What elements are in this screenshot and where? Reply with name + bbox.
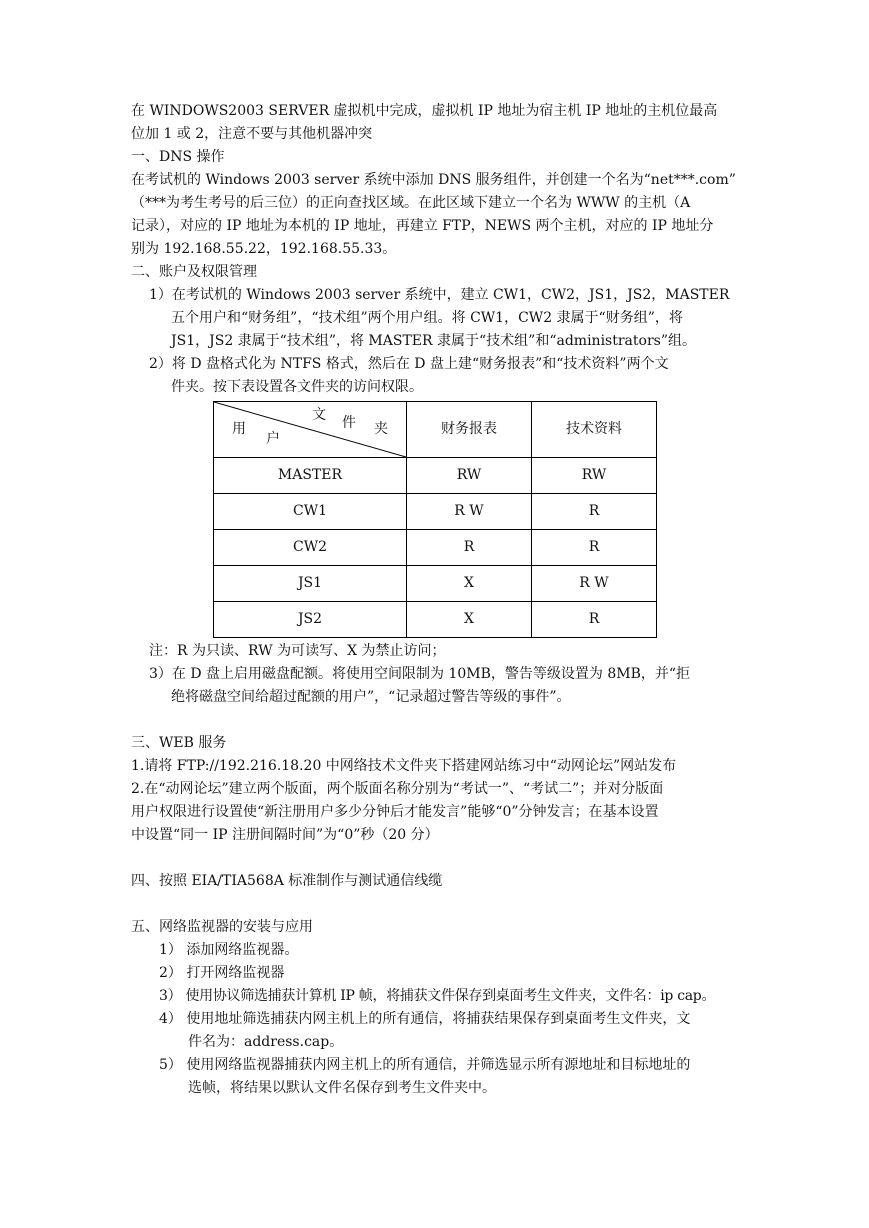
- intro-line-2: 位加 1 或 2，注意不要与其他机器冲突: [131, 126, 373, 142]
- table-row: [214, 494, 657, 530]
- row-finance-perm: X: [407, 602, 532, 638]
- column-header-finance: 财务报表: [407, 402, 532, 458]
- row-user: CW2: [214, 530, 407, 566]
- accounts-item2-line-1: 2）将 D 盘格式化为 NTFS 格式，然后在 D 盘上建“财务报表”和“技术资料”两个文: [149, 356, 669, 372]
- row-finance-perm: X: [407, 566, 532, 602]
- permission-note: 注：R 为只读、RW 为可读写、X 为禁止访问；: [149, 643, 446, 659]
- corner-label-jia: 夹: [374, 421, 388, 437]
- monitor-item-2: 2） 打开网络监视器: [159, 965, 285, 981]
- row-user: MASTER: [214, 458, 407, 494]
- table-row: [214, 566, 657, 602]
- section-monitor-title: 五、网络监视器的安装与应用: [131, 919, 313, 935]
- row-user: JS1: [214, 566, 407, 602]
- corner-label-jian: 件: [342, 415, 356, 431]
- accounts-item2-line-2: 件夹。按下表设置各文件夹的访问权限。: [171, 379, 423, 395]
- permission-table: [213, 401, 657, 638]
- dns-line-1: 在考试机的 Windows 2003 server 系统中添加 DNS 服务组件，并创建一个名为“net***.com”: [131, 172, 736, 188]
- corner-label-hu: 户: [266, 431, 280, 447]
- accounts-item1-line-1: 1）在考试机的 Windows 2003 server 系统中，建立 CW1，CW2，JS1，JS2，MASTER: [149, 287, 730, 303]
- section-dns-title: 一、DNS 操作: [131, 149, 225, 165]
- row-finance-perm: R W: [407, 494, 532, 530]
- row-tech-perm: R: [532, 494, 657, 530]
- monitor-item-5-line-2: 选帧，将结果以默认文件名保存到考生文件夹中。: [188, 1080, 496, 1096]
- accounts-item1-line-3: JS1，JS2 隶属于“技术组”，将 MASTER 隶属于“技术组”和“administrators”组。: [171, 333, 696, 349]
- monitor-item-4-line-2: 件名为：address.cap。: [188, 1034, 344, 1050]
- document-body: [131, 100, 739, 1100]
- table-header-row: [214, 402, 657, 458]
- section-cable-title: 四、按照 EIA/TIA568A 标准制作与测试通信线缆: [131, 873, 443, 889]
- dns-line-4: 别为 192.168.55.22，192.168.55.33。: [131, 241, 397, 257]
- row-tech-perm: R: [532, 530, 657, 566]
- table-row: [214, 458, 657, 494]
- row-finance-perm: R: [407, 530, 532, 566]
- table-corner-cell: [214, 402, 407, 458]
- column-header-tech: 技术资料: [532, 402, 657, 458]
- section-web-title: 三、WEB 服务: [131, 735, 227, 751]
- row-tech-perm: R: [532, 602, 657, 638]
- web-line-2: 2.在“动网论坛”建立两个版面，两个版面名称分别为“考试一”、“考试二”；并对分版面: [131, 781, 664, 797]
- accounts-item3-line-2: 绝将磁盘空间给超过配额的用户”，“记录超过警告等级的事件”。: [171, 689, 571, 705]
- web-line-4: 中设置“同一 IP 注册间隔时间”为“0”秒（20 分）: [131, 827, 439, 843]
- monitor-item-1: 1） 添加网络监视器。: [159, 942, 299, 958]
- accounts-item3-line-1: 3）在 D 盘上启用磁盘配额。将使用空间限制为 10MB，警告等级设置为 8MB，并“拒: [149, 666, 691, 682]
- row-tech-perm: RW: [532, 458, 657, 494]
- table-row: [214, 530, 657, 566]
- intro-line-1: 在 WINDOWS2003 SERVER 虚拟机中完成，虚拟机 IP 地址为宿主机 IP 地址的主机位最高: [131, 103, 718, 119]
- corner-label-wen: 文: [312, 407, 326, 423]
- table-row: [214, 602, 657, 638]
- monitor-item-3: 3） 使用协议筛选捕获计算机 IP 帧，将捕获文件保存到桌面考生文件夹，文件名：ip cap。: [159, 988, 716, 1004]
- monitor-item-5-line-1: 5） 使用网络监视器捕获内网主机上的所有通信，并筛选显示所有源地址和目标地址的: [159, 1057, 691, 1073]
- web-line-3: 用户权限进行设置使“新注册用户多少分钟后才能发言”能够“0”分钟发言；在基本设置: [131, 804, 659, 820]
- corner-label-yong: 用: [232, 421, 246, 437]
- row-tech-perm: R W: [532, 566, 657, 602]
- dns-line-3: 记录），对应的 IP 地址为本机的 IP 地址，再建立 FTP，NEWS 两个主机，对应的 IP 地址分: [131, 218, 714, 234]
- monitor-item-4-line-1: 4） 使用地址筛选捕获内网主机上的所有通信，将捕获结果保存到桌面考生文件夹，文: [159, 1011, 691, 1027]
- accounts-item1-line-2: 五个用户和“财务组”，“技术组”两个用户组。将 CW1，CW2 隶属于“财务组”，将: [171, 310, 683, 326]
- dns-line-2: （***为考生考号的后三位）的正向查找区域。在此区域下建立一个名为 WWW 的主机（A: [131, 195, 691, 211]
- row-user: JS2: [214, 602, 407, 638]
- row-finance-perm: RW: [407, 458, 532, 494]
- row-user: CW1: [214, 494, 407, 530]
- web-line-1: 1.请将 FTP://192.216.18.20 中网络技术文件夹下搭建网站练习中“动网论坛”网站发布: [131, 758, 677, 774]
- section-accounts-title: 二、账户及权限管理: [131, 264, 257, 280]
